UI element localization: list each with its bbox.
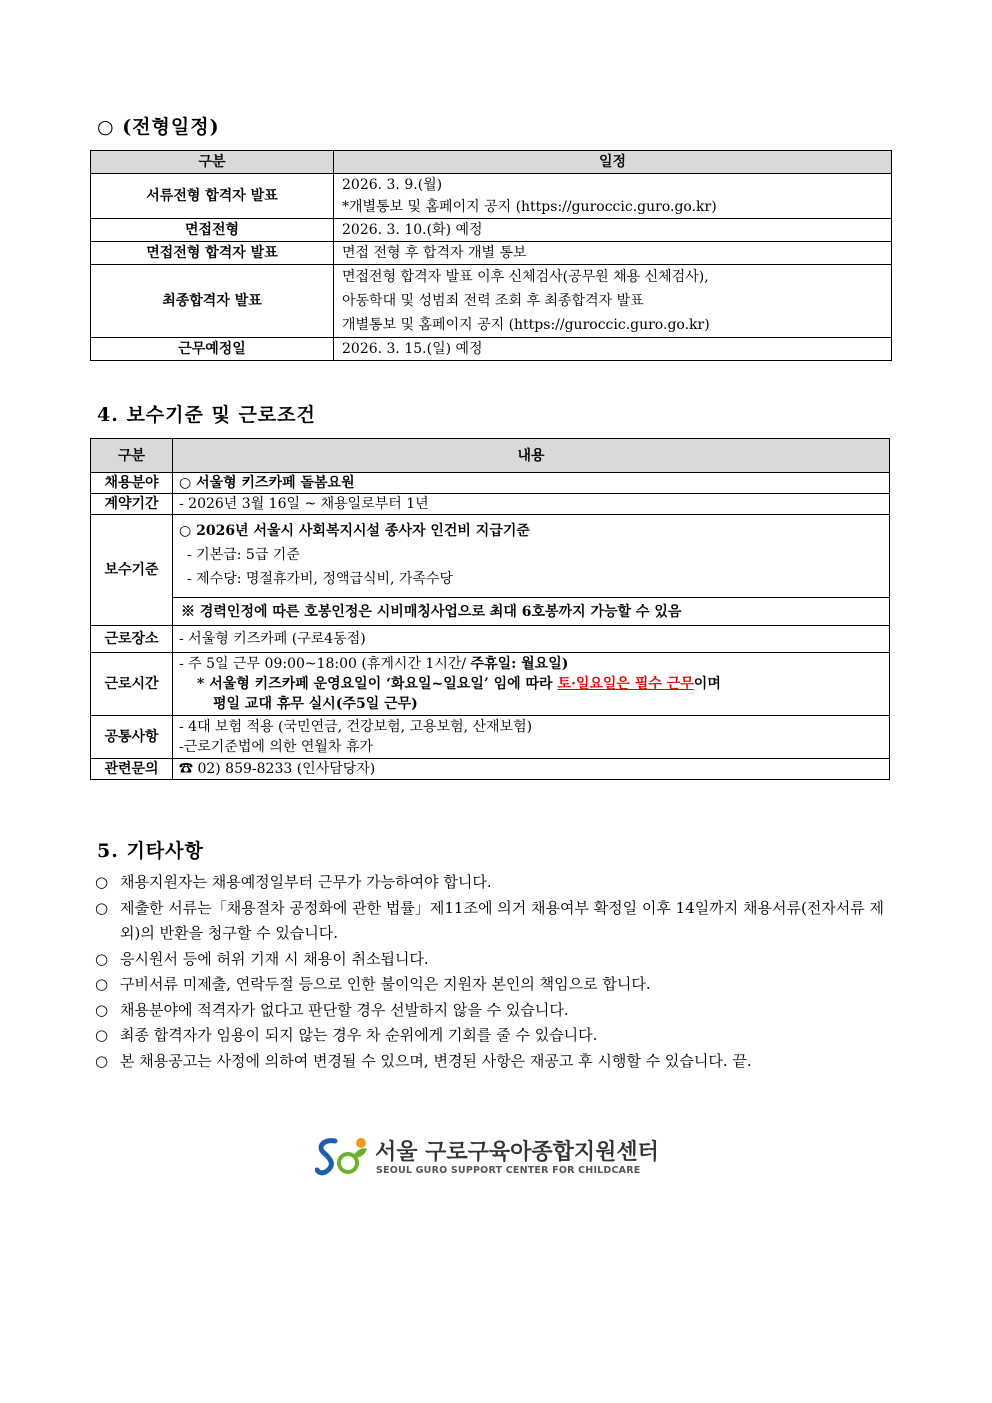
row-value xyxy=(334,219,892,242)
circle-bullet: ○ xyxy=(95,1000,109,1019)
table-row xyxy=(91,626,890,653)
list-item xyxy=(95,998,895,1024)
note-text: 응시원서 등에 허위 기재 시 채용이 취소됩니다. xyxy=(120,949,429,968)
table-row xyxy=(91,473,890,494)
common-line: - 4대 보험 적용 (국민연금, 건강보험, 고용보험, 산재보험) xyxy=(179,719,533,735)
hours-text: * 서울형 키즈카페 운영요일이 ‘화요일~일요일’ 임에 따라 xyxy=(197,676,558,692)
row-value xyxy=(173,515,890,598)
hours-text: 이며 xyxy=(693,676,721,692)
common-line: -근로기준법에 의한 연월차 휴가 xyxy=(179,739,373,755)
row-label: 보수기준 xyxy=(91,515,173,626)
row-value: - 서울형 키즈카페 (구로4동점) xyxy=(173,626,890,653)
logo-leaf xyxy=(353,1148,367,1157)
hours-required: 토·일요일은 필수 근무 xyxy=(557,676,694,692)
header-category: 구분 xyxy=(91,151,334,174)
logo-s-stroke xyxy=(317,1141,335,1173)
logo-subtitle: SEOUL GURO SUPPORT CENTER FOR CHILDCARE xyxy=(376,1165,641,1176)
row-label: 서류전형 합격자 발표 xyxy=(91,174,334,219)
row-line: 개별통보 및 홈페이지 공지 (https://guroccic.guro.go.kr) xyxy=(342,317,710,333)
row-line: *개별통보 및 홈페이지 공지 (https://guroccic.guro.go.kr) xyxy=(342,199,717,215)
logo-orange-dot xyxy=(356,1138,366,1148)
table-header-row xyxy=(91,151,892,174)
note-text: 본 채용공고는 사정에 의하여 변경될 수 있으며, 변경된 사항은 재공고 후 시행할 수 있습니다. 끝. xyxy=(120,1051,752,1070)
row-line: 2026. 3. 10.(화) 예정 xyxy=(342,222,483,238)
table-header-row xyxy=(91,439,890,473)
salary-line: - 제수당: 명절휴가비, 정액급식비, 가족수당 xyxy=(187,571,454,587)
row-line: 면접전형 합격자 발표 이후 신체검사(공무원 채용 신체검사), xyxy=(342,269,709,285)
circle-bullet: ○ xyxy=(95,1051,109,1070)
row-value xyxy=(334,174,892,219)
note-text: 채용분야에 적격자가 없다고 판단할 경우 선발하지 않을 수 있습니다. xyxy=(120,1000,569,1019)
salary-line: ○ 2026년 서울시 사회복지시설 종사자 인건비 지급기준 xyxy=(179,523,530,539)
row-label: 관련문의 xyxy=(91,759,173,780)
hours-holiday: 주휴일: 월요일) xyxy=(470,656,569,672)
table-row xyxy=(91,494,890,515)
note-text: 최종 합격자가 임용이 되지 않는 경우 차 순위에게 기회를 줄 수 있습니다. xyxy=(120,1026,598,1044)
table-row xyxy=(91,653,890,716)
table-row xyxy=(91,716,890,759)
row-label: 면접전형 xyxy=(91,219,334,242)
table-row xyxy=(91,219,892,242)
table-row xyxy=(91,338,892,361)
list-item xyxy=(95,972,895,998)
hours-line xyxy=(179,674,883,694)
list-item xyxy=(95,1023,895,1049)
logo-mark-icon xyxy=(315,1133,375,1179)
notes-list xyxy=(95,870,895,1074)
row-line: 2026. 3. 9.(월) xyxy=(342,177,443,193)
circle-bullet: ○ xyxy=(95,873,109,891)
row-value: ☎ 02) 859-8233 (인사담당자) xyxy=(173,759,890,780)
table-row xyxy=(91,598,890,626)
table-row xyxy=(91,242,892,265)
pay-section-title: 4. 보수기준 및 근로조건 xyxy=(97,404,316,426)
row-value xyxy=(334,265,892,338)
hours-line xyxy=(179,654,883,674)
row-label: 근무예정일 xyxy=(91,338,334,361)
row-label: 근로장소 xyxy=(91,626,173,653)
note-text: 구비서류 미제출, 연락두절 등으로 인한 불이익은 지원자 본인의 책임으로 합니다. xyxy=(120,975,651,993)
row-value xyxy=(334,242,892,265)
table-row xyxy=(91,759,890,780)
note-text: 채용지원자는 채용예정일부터 근무가 가능하여야 합니다. xyxy=(120,873,492,891)
circle-bullet: ○ xyxy=(95,898,109,917)
salary-note: ※ 경력인정에 따른 호봉인정은 시비매칭사업으로 최대 6호봉까지 가능할 수 있음 xyxy=(173,598,890,626)
header-category: 구분 xyxy=(91,439,173,473)
row-label: 계약기간 xyxy=(91,494,173,515)
row-label: 근로시간 xyxy=(91,653,173,716)
hours-text: - 주 5일 근무 09:00~18:00 (휴게시간 1시간/ xyxy=(179,656,471,672)
table-row xyxy=(91,265,892,338)
row-value xyxy=(173,653,890,716)
list-item xyxy=(95,896,895,947)
pay-table xyxy=(90,438,890,780)
schedule-table xyxy=(90,150,892,361)
row-value xyxy=(173,716,890,759)
circle-bullet: ○ xyxy=(95,949,109,968)
row-value: - 2026년 3월 16일 ~ 채용일로부터 1년 xyxy=(173,494,890,515)
row-label: 최종합격자 발표 xyxy=(91,265,334,338)
row-value xyxy=(334,338,892,361)
salary-line: - 기본급: 5급 기준 xyxy=(187,547,300,563)
etc-section-title: 5. 기타사항 xyxy=(97,840,204,862)
center-logo xyxy=(315,1133,685,1183)
schedule-section-title: ○ (전형일정) xyxy=(97,116,220,138)
logo-name: 서울 구로구육아종합지원센터 xyxy=(375,1140,659,1165)
table-row xyxy=(91,174,892,219)
row-line: 면접 전형 후 합격자 개별 통보 xyxy=(342,245,527,261)
row-label: 면접전형 합격자 발표 xyxy=(91,242,334,265)
row-value: ○ 서울형 키즈카페 돌봄요원 xyxy=(173,473,890,494)
header-content: 내용 xyxy=(173,439,890,473)
row-label: 채용분야 xyxy=(91,473,173,494)
list-item xyxy=(95,1049,895,1075)
hours-line: 평일 교대 휴무 실시(주5일 근무) xyxy=(213,696,418,712)
header-schedule: 일정 xyxy=(334,151,892,174)
row-line: 아동학대 및 성범죄 전력 조회 후 최종합격자 발표 xyxy=(342,293,644,309)
list-item xyxy=(95,870,895,896)
note-text: 제출한 서류는「채용절차 공정화에 관한 법률」제11조에 의거 채용여부 확정일 이후 14일까지 채용서류(전자서류 제외)의 반환을 청구할 수 있습니다. xyxy=(120,898,885,942)
circle-bullet: ○ xyxy=(95,1026,109,1044)
table-row xyxy=(91,515,890,598)
list-item xyxy=(95,947,895,973)
row-line: 2026. 3. 15.(일) 예정 xyxy=(342,341,483,357)
circle-bullet: ○ xyxy=(95,975,109,993)
row-label: 공통사항 xyxy=(91,716,173,759)
